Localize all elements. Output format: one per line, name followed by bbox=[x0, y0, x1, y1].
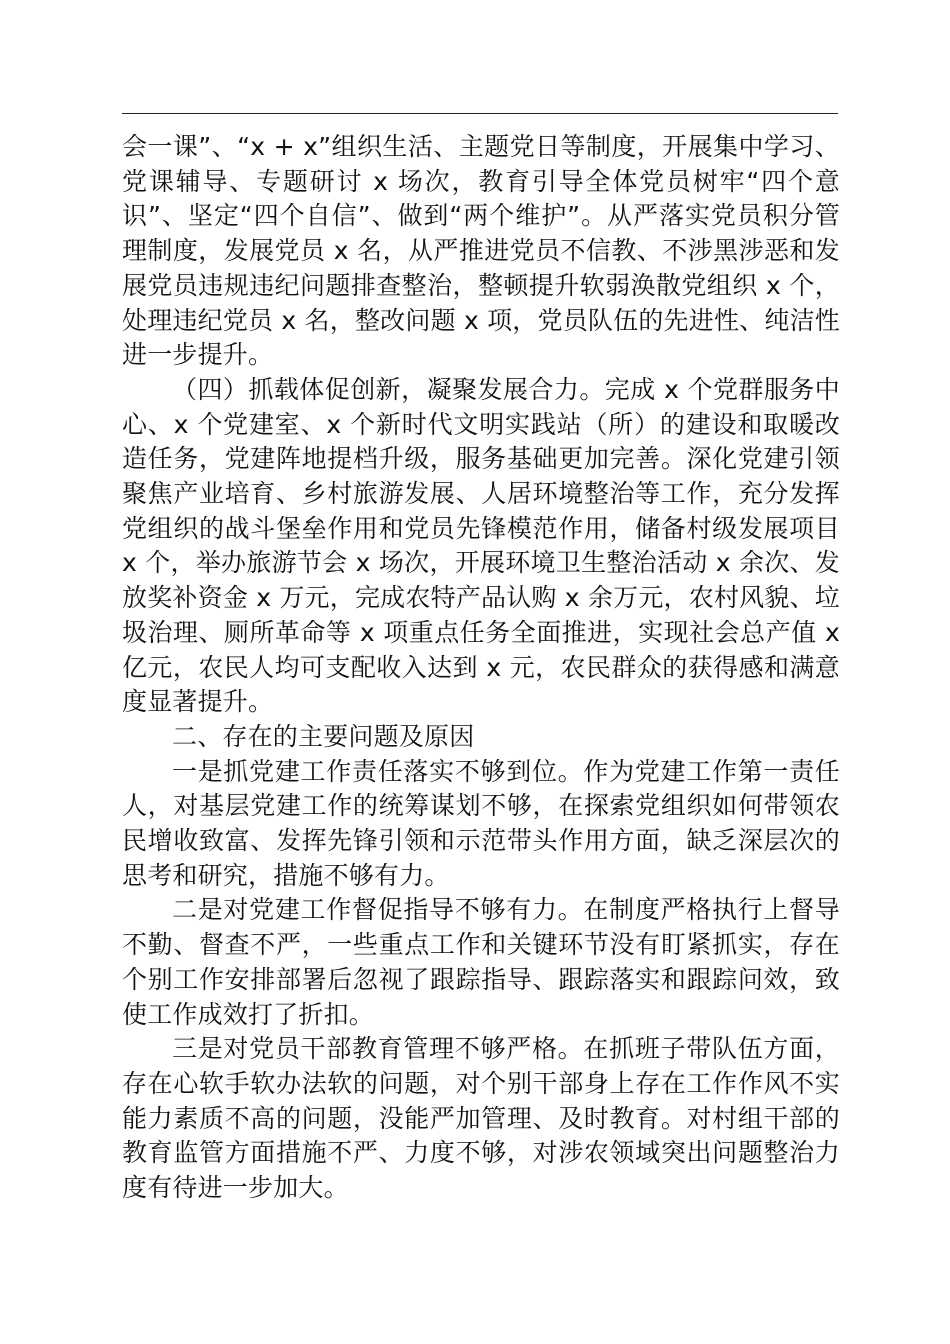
paragraph-second-problem: 二是对党建工作督促指导不够有力。在制度严格执行上督导不勤、督查不严，一些重点工作和关键环节没有盯紧抓实，存在个别工作安排部署后忽视了跟踪指导、跟踪落实和跟踪问效，致使工作成效打了折扣。 bbox=[122, 895, 840, 1029]
paragraph-third-problem: 三是对党员干部教育管理不够严格。在抓班子带队伍方面，存在心软手软办法软的问题，对个别干部身上存在工作作风不实能力素质不高的问题，没能严加管理、及时教育。对村组干部的教育监管方面措施不严、力度不够，对涉农领域突出问题整治力度有待进一步加大。 bbox=[122, 1034, 840, 1203]
header-rule bbox=[122, 113, 838, 114]
paragraph-first-problem: 一是抓党建工作责任落实不够到位。作为党建工作第一责任人，对基层党建工作的统筹谋划不够，在探索党组织如何带领农民增收致富、发挥先锋引领和示范带头作用方面，缺乏深层次的思考和研究，措施不够有力。 bbox=[122, 756, 840, 890]
paragraph-section-four: （四）抓载体促创新，凝聚发展合力。完成 x 个党群服务中心、x 个党建室、x 个新时代文明实践站（所）的建设和取暖改造任务，党建阵地提档升级，服务基础更加完善。深化党建引领聚焦产业培育、乡村旅游发展、人居环境整治等工作，充分发挥党组织的战斗堡垒作用和党员先锋模范作用，储备村级发展项目 x 个，举办旅游节会 x 场次，开展环境卫生整治活动 x 余次、发放奖补资金 x 万元，完成农特产品认购 x 余万元，农村风貌、垃圾治理、厕所革命等 x 项重点任务全面推进，实现社会总产值 x 亿元，农民人均可支配收入达到 x 元，农民群众的获得感和满意度显著提升。 bbox=[122, 374, 840, 717]
paragraph-continuation: 会一课”、“x + x”组织生活、主题党日等制度，开展集中学习、党课辅导、专题研讨 x 场次，教育引导全体党员树牢“四个意识”、坚定“四个自信”、做到“两个维护”。从严落实党员积分管理制度，发展党员 x 名，从严推进党员不信教、不涉黑涉恶和发展党员违规违纪问题排查整治，整顿提升软弱涣散党组织 x 个，处理违纪党员 x 名，整改问题 x 项，党员队伍的先进性、纯洁性进一步提升。 bbox=[122, 132, 840, 370]
document-body bbox=[122, 130, 840, 1206]
section-heading-problems: 二、存在的主要问题及原因 bbox=[172, 721, 475, 751]
